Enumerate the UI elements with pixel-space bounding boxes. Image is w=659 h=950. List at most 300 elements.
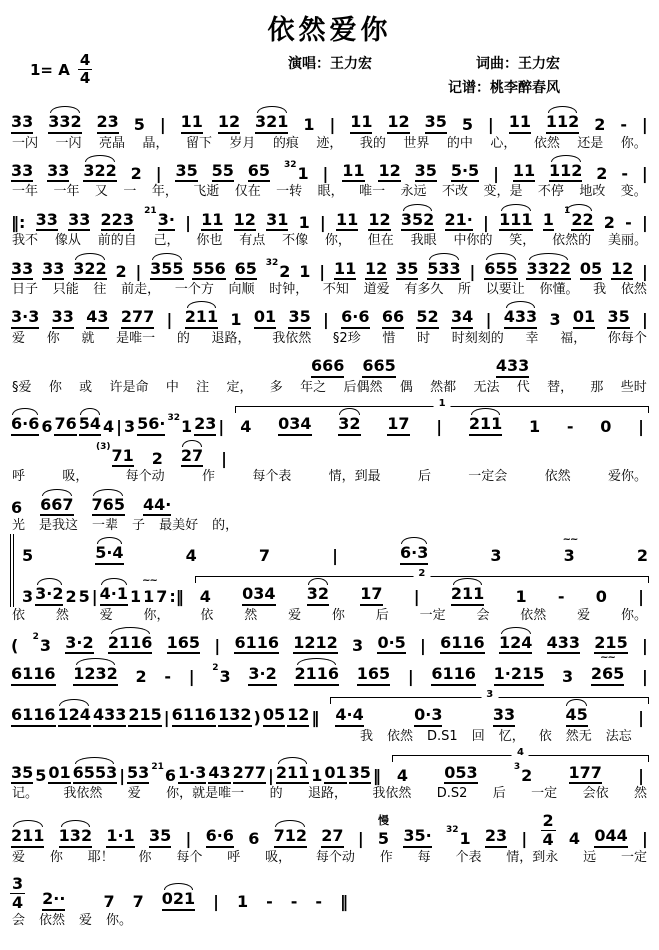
note-group: 6116	[171, 706, 218, 727]
note-group: 35	[10, 764, 34, 785]
lyric-word: 的，	[212, 518, 239, 534]
note-group: 6	[41, 417, 53, 437]
note-group: 7	[103, 892, 115, 912]
note-group: 7	[156, 586, 168, 606]
slur-arc	[85, 155, 115, 162]
lyric-word: 我依然	[372, 786, 412, 802]
note-group: 4·1	[99, 585, 129, 606]
slur-arc	[12, 408, 38, 415]
lyric-word: 代	[516, 379, 530, 395]
tempo-mark: 慢	[377, 814, 389, 828]
note-group: 6116	[430, 665, 477, 686]
barline: |	[483, 212, 489, 232]
lyric-word: 不像	[282, 233, 309, 249]
note-group: 2··	[41, 890, 66, 911]
note-group: 6116	[233, 634, 280, 655]
grace-notes: 32	[283, 159, 297, 170]
lyric-word: 多	[269, 379, 283, 395]
note-group: 6	[11, 497, 23, 517]
lyric-word: 退路，	[307, 786, 347, 802]
lyric-word: 是我这	[39, 518, 79, 534]
barline: )	[253, 707, 261, 727]
lyric-word: 每个	[176, 849, 203, 865]
note-group: 556	[191, 260, 226, 281]
note-group: 053	[443, 764, 478, 785]
slur-arc	[42, 489, 72, 496]
mordent-mark: ~~	[600, 652, 615, 664]
note-group: 35	[424, 113, 448, 134]
note-group: 32	[337, 415, 361, 436]
note-group: 35	[606, 308, 630, 329]
lyric-word: 子	[132, 518, 146, 534]
note-group: 165	[356, 665, 391, 686]
note-group: 211	[184, 308, 219, 329]
slur-arc	[152, 253, 182, 260]
note-group: 1·215	[493, 665, 546, 686]
barline: (	[11, 635, 19, 655]
note-group: 3322	[525, 260, 572, 281]
lyric-word: 你	[46, 330, 60, 346]
note-group: 2	[594, 115, 606, 134]
lyric-word: 不知	[322, 282, 349, 298]
note-group: 01	[572, 308, 596, 329]
music-line	[308, 347, 651, 379]
note-group: 132	[217, 706, 252, 727]
note-group: 211	[10, 827, 45, 848]
lyric-word: 作	[201, 469, 215, 485]
note-group: 23	[484, 827, 508, 848]
lyric-word: 你	[331, 607, 345, 623]
barline: |	[487, 115, 494, 134]
lyric-word: 心，	[490, 135, 517, 151]
music-line	[8, 687, 651, 728]
note-group: 1	[303, 115, 315, 134]
note-group: 4	[568, 829, 581, 849]
lyric-word: 依然的	[552, 233, 592, 249]
note-group: 27	[180, 447, 204, 468]
lyric-word: 光	[12, 518, 26, 534]
note-group: 124	[57, 706, 92, 727]
note-group: 33	[35, 211, 59, 232]
notator-credit: 记谱：桃李醉春风	[448, 80, 560, 96]
note-group: 112	[545, 113, 580, 134]
lyric-word: 爱	[79, 912, 93, 928]
slur-arc	[551, 155, 581, 162]
slur-arc	[76, 658, 115, 665]
volta-number: 4	[512, 748, 529, 758]
barline: |	[638, 707, 644, 727]
slur-arc	[257, 106, 287, 113]
note-group: 2	[115, 261, 127, 281]
note-group: 54	[78, 415, 102, 436]
note-group: 3	[22, 586, 34, 606]
note-group: 35	[148, 827, 172, 848]
note-group: 433	[546, 634, 581, 655]
note-group: 215	[593, 634, 628, 655]
lyric-word: 唯一	[359, 184, 386, 200]
barline: -	[315, 892, 323, 912]
lyric-word: 依然	[39, 912, 66, 928]
barline: |	[329, 115, 336, 134]
lyric-word: §爱	[12, 379, 32, 395]
note-group: 4	[103, 417, 115, 437]
barline: |	[319, 212, 326, 232]
slur-arc	[164, 883, 194, 890]
barline: |	[521, 829, 528, 849]
note-group: 2	[636, 546, 648, 566]
volta-number: 1	[434, 399, 451, 409]
barline: |	[323, 310, 329, 330]
note-group: 215	[127, 706, 162, 727]
note-group: $^{32}$1	[283, 159, 309, 183]
barline: |	[185, 829, 192, 849]
lyric-word: 前走，	[121, 282, 161, 298]
barline: -	[620, 115, 627, 134]
note-group: 1·1	[105, 827, 135, 848]
note-group: 6·6	[205, 827, 235, 848]
lyric-line	[8, 468, 651, 485]
barline: |	[493, 163, 499, 183]
lyric-word: 但在	[367, 233, 394, 249]
grace-notes: (3)	[96, 441, 111, 452]
grace-notes: 21	[144, 205, 157, 216]
note-group: 33	[41, 260, 65, 281]
note-group: 0	[595, 586, 607, 606]
note-group: 23	[96, 113, 120, 134]
note-group: 7	[132, 892, 144, 912]
slur-arc	[75, 757, 114, 764]
lyric-word: 然	[244, 607, 258, 623]
note-group: 1·3	[177, 764, 207, 785]
note-group: $^{21}$3·	[143, 211, 176, 232]
lyric-word: 美丽。	[607, 233, 647, 249]
lyric-word: 世界	[403, 135, 430, 151]
lyric-word: 眼，	[317, 184, 344, 200]
lyric-word: 一年	[12, 184, 39, 200]
mordent-mark: ~~	[142, 574, 157, 586]
music-line	[8, 152, 651, 184]
lyric-word: 以要让	[485, 282, 525, 298]
lyric-word: 我不	[12, 233, 39, 249]
grace-notes: 3	[513, 761, 521, 772]
barline: |	[166, 310, 173, 330]
music-line	[8, 803, 651, 849]
lyric-word: 永远	[400, 184, 427, 200]
lyric-word: 时刻刻的	[451, 330, 504, 346]
slur-arc	[486, 253, 516, 260]
lyric-word: 每个表	[252, 469, 292, 485]
lyric-word: 依然	[387, 728, 414, 744]
note-group: 3·3	[10, 308, 40, 329]
lyric-word: 你。	[620, 607, 647, 623]
grace-notes: 32	[265, 257, 279, 268]
note-group: 2	[130, 163, 142, 183]
note-group: 6116	[439, 634, 486, 655]
note-group: 66	[381, 308, 405, 329]
note-group: 433	[495, 357, 530, 378]
slur-arc	[13, 820, 43, 827]
slur-arc	[401, 537, 427, 544]
lyric-line	[8, 607, 651, 624]
note-group: 12	[367, 211, 391, 232]
note-group: 27	[320, 827, 344, 848]
lyric-line	[8, 849, 651, 866]
lyric-word: 远	[583, 849, 597, 865]
music-line	[8, 103, 651, 135]
lyric-word: 爱	[127, 786, 141, 802]
lyric-word: 许是命	[109, 379, 149, 395]
note-group: 765	[91, 496, 126, 517]
lyric-word: 我的	[359, 135, 386, 151]
grace-notes: 32	[167, 413, 181, 424]
note-group: 3·2	[247, 665, 277, 686]
lyric-word: 我依然	[272, 330, 312, 346]
slur-arc	[278, 757, 308, 764]
music-line	[8, 298, 651, 330]
slur-arc	[275, 820, 305, 827]
slur-arc	[339, 408, 359, 415]
note-group: 5	[461, 115, 473, 134]
note-group: $^{32}$2	[265, 257, 291, 281]
barline: -	[164, 667, 171, 687]
barline: |	[641, 115, 648, 134]
slur-arc	[59, 699, 89, 706]
music-line	[8, 745, 651, 786]
note-group: 35	[414, 162, 438, 183]
lyric-line	[356, 728, 651, 745]
note-group: 6553	[72, 764, 119, 785]
note-group: 1	[542, 211, 555, 232]
slur-arc	[101, 578, 127, 585]
slur-arc	[37, 578, 63, 585]
note-group: 712	[273, 827, 308, 848]
music-line	[8, 396, 651, 437]
note-group: 111	[498, 211, 533, 232]
note-group: 32	[306, 585, 330, 606]
lyric-word: 有点	[239, 233, 266, 249]
grace-notes: 2	[32, 631, 39, 642]
note-group: 5	[22, 546, 34, 566]
slur-arc	[182, 440, 202, 447]
note-group: 11	[349, 113, 373, 134]
barline: |	[214, 635, 221, 655]
barline: -	[621, 163, 628, 183]
note-group: 33	[67, 211, 91, 232]
lyric-word: 你，	[143, 607, 170, 623]
lyric-word: 耶！	[87, 849, 114, 865]
slur-arc	[506, 301, 536, 308]
barline: |	[413, 586, 420, 606]
music-line	[8, 201, 651, 233]
barline: |	[332, 546, 338, 566]
note-group: 01	[47, 764, 71, 785]
lyric-word: 然	[55, 607, 69, 623]
lyric-word: 会	[476, 607, 490, 623]
note-group: 44·	[142, 496, 172, 517]
lyric-word: 日子	[12, 282, 39, 298]
lyric-word: 像从	[54, 233, 81, 249]
lyric-word: 退路，	[211, 330, 251, 346]
barline: ‖:	[11, 212, 26, 232]
grace-notes: 1	[564, 205, 571, 216]
lyric-word: 一定	[620, 849, 647, 865]
lyric-line	[8, 912, 651, 929]
note-group: 12	[364, 260, 388, 281]
barline: |	[319, 261, 326, 281]
note-group: $^{32}$1	[167, 413, 193, 437]
lyric-word: 时钟，	[269, 282, 309, 298]
barline: |	[420, 635, 426, 655]
lyric-word: 后偶然	[343, 379, 383, 395]
lyric-word: 爱	[99, 607, 113, 623]
barline: |	[485, 310, 492, 330]
lyric-word: 无法	[473, 379, 500, 395]
note-group: 5	[35, 765, 47, 785]
lyric-word: 记。	[12, 786, 39, 802]
note-group: 332	[47, 113, 82, 134]
barline: |	[469, 261, 476, 281]
lyric-word: 的	[269, 786, 283, 802]
note-group: 3·2	[34, 585, 64, 606]
note-group: 124	[498, 634, 533, 655]
note-group: 0	[600, 417, 612, 437]
lyric-word: 然	[633, 786, 647, 802]
music-line	[8, 652, 651, 687]
lyric-word: 情，到最	[328, 469, 381, 485]
lyric-word: 你，	[324, 233, 351, 249]
note-group: 6116	[10, 706, 57, 727]
note-group: 21·	[444, 211, 474, 232]
note-group: 1	[529, 417, 541, 437]
lyric-word: 会	[12, 912, 26, 928]
note-group: 11	[333, 260, 357, 281]
lyric-word: D.S2	[436, 786, 468, 802]
barline: :‖	[169, 586, 184, 606]
lyric-word: 每	[417, 849, 431, 865]
lyric-word: 爱	[577, 607, 591, 623]
lyric-word: 我	[360, 728, 374, 744]
lyric-word: 那	[590, 379, 604, 395]
note-group: 35	[174, 162, 198, 183]
lyric-word: 忆，	[498, 728, 525, 744]
note-group: 4	[199, 586, 211, 606]
lyric-line	[8, 517, 651, 534]
lyric-word: 你	[48, 379, 62, 395]
two-voice-system	[10, 534, 651, 606]
lyric-word: 往	[93, 282, 107, 298]
note-group: 433	[503, 308, 538, 329]
note-group: 322	[82, 162, 117, 183]
barline: |	[407, 667, 414, 687]
note-group: 43	[207, 764, 231, 785]
barline: |	[642, 829, 648, 849]
key-signature	[30, 53, 92, 86]
lyric-word: 前的自	[97, 233, 137, 249]
barline: |	[185, 212, 191, 232]
music-line	[19, 534, 651, 566]
lyric-line	[8, 330, 651, 347]
lyric-word: 吸，	[265, 849, 292, 865]
note-group: 3	[549, 310, 561, 330]
slur-arc	[501, 627, 531, 634]
lyric-word: 依然	[520, 607, 547, 623]
lyric-word: 一定	[531, 786, 558, 802]
lyric-line	[8, 379, 651, 396]
lyric-word: 年，	[151, 184, 178, 200]
barline: ‖	[311, 707, 320, 727]
barline: -	[557, 586, 565, 606]
lyric-word: 还是	[577, 135, 604, 151]
lyric-word: 个表	[455, 849, 482, 865]
note-group: 034	[277, 415, 312, 436]
note-group: 3	[124, 417, 136, 437]
lyric-word: 情，到永	[506, 849, 559, 865]
slur-arc	[50, 106, 80, 113]
note-group: 17	[386, 415, 410, 436]
lyric-word: 后	[492, 786, 506, 802]
lyric-word: 不改	[441, 184, 468, 200]
lyric-word: 后	[375, 607, 389, 623]
lyric-word: 福，	[560, 330, 587, 346]
lyric-word: 呼	[12, 469, 26, 485]
lyric-word: 每个动	[125, 469, 165, 485]
barline: |	[221, 448, 228, 468]
slur-arc	[61, 820, 91, 827]
lyric-word: 你	[138, 849, 152, 865]
lyric-word: 留下	[185, 135, 212, 151]
lyric-word: 一	[123, 184, 137, 200]
note-group: 12	[386, 113, 410, 134]
mordent-mark: ~~	[562, 534, 578, 546]
note-group: 11	[508, 113, 532, 134]
slur-arc	[548, 106, 578, 113]
lyric-word: 一辈	[92, 518, 119, 534]
slur-arc	[529, 253, 568, 260]
note-group: 35	[287, 308, 311, 329]
note-group: 352	[400, 211, 435, 232]
note-group: 6·6	[10, 415, 40, 436]
lyric-word: 地改	[579, 184, 606, 200]
lyric-word: 一转	[276, 184, 303, 200]
note-group: 2116	[293, 665, 340, 686]
note-group: 6·6	[340, 308, 370, 329]
note-group: ~~ 1	[142, 574, 157, 606]
lyric-word: 作	[379, 849, 393, 865]
lyric-word: 向顺	[228, 282, 255, 298]
lyric-word: 法忘	[605, 728, 632, 744]
note-group: 0·3	[413, 706, 443, 727]
slur-arc	[501, 204, 531, 211]
note-group: 655	[483, 260, 518, 281]
lyric-word: D.S1	[427, 728, 458, 744]
barline: |	[119, 765, 126, 785]
note-group: 55	[211, 162, 235, 183]
note-group: $^{32}$1	[445, 825, 471, 849]
note-group: 11	[180, 113, 204, 134]
music-line	[8, 486, 651, 518]
note-group: 322	[72, 260, 107, 281]
barline: |	[155, 163, 162, 183]
lyric-word: 仅在	[234, 184, 261, 200]
note-group: 33	[10, 113, 34, 134]
lyric-word: 晶，	[142, 135, 169, 151]
note-group: 1	[236, 892, 249, 912]
lyric-word: 一个方	[174, 282, 214, 298]
note-group: 6·3	[399, 544, 429, 565]
barline: |	[218, 417, 225, 437]
lyric-word: 中	[165, 379, 179, 395]
lyric-word: 或	[79, 379, 93, 395]
